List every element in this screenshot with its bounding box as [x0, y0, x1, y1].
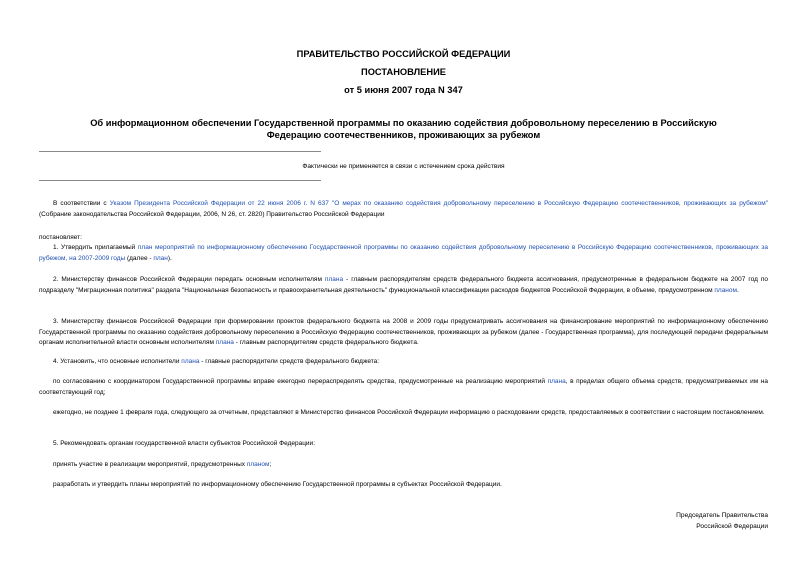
text: 1. Утвердить прилагаемый	[53, 244, 138, 251]
status-note: Фактически не применяется в связи с истечением срока действия	[302, 163, 505, 170]
link-presidential-decree[interactable]: Указом Президента Российской Федерации от 22 июня 2006 г. N 637 "О мерах по оказанию содействия добровольному переселению в Российскую Федерацию соотечественников, проживающих за рубежом"	[109, 200, 768, 207]
text: В соответствии с	[53, 200, 110, 207]
paragraph-item-4	[39, 357, 768, 368]
paragraph-preamble	[39, 199, 768, 220]
text: по согласованию с координатором Государственной программы вправе ежегодно перераспределять средства, предусмотренные на реализацию мероприятий	[53, 378, 548, 385]
text: - главным распорядителям средств федерального бюджета.	[233, 339, 419, 346]
text: 3. Министерству финансов Российской Федерации при формировании проектов федерального бюджета на 2008 и 2009 годы предусматривать ассигнования на финансирование мероприятий по информационному обеспечению Государственной программы по оказанию содействия добровольному переселению в Российскую Федерацию соотечественников, проживающих за рубежом (далее - Государственная программа), для последующей передачи федеральным органам исполнительной власти основным исполнителям	[39, 318, 768, 346]
link-plan[interactable]: план	[153, 254, 168, 262]
text: ;	[269, 461, 272, 468]
paragraph-item-1	[39, 243, 768, 264]
divider-top	[39, 151, 321, 152]
paragraph-item-4b: ежегодно, не позднее 1 февраля года, следующего за отчетным, представляют в Министерство финансов Российской Федерации информацию о расходовании средств, предоставляемых в соответствии с настоящим постановлением.	[53, 409, 765, 416]
text: принять участие в реализации мероприятий, предусмотренных	[53, 461, 247, 468]
document-title: Об информационном обеспечении Государственной программы по оказанию содействия добровольному переселению в Российскую Федерацию соотечественников, проживающих за рубежом	[90, 118, 717, 140]
link-plan[interactable]: плана	[215, 339, 234, 346]
divider-bottom	[39, 180, 321, 181]
text: ).	[167, 254, 172, 262]
signature-title: Председатель Правительства	[676, 512, 768, 519]
paragraph-item-2	[39, 275, 768, 296]
document-date-number: от 5 июня 2007 года N 347	[344, 85, 463, 95]
signature-organization: Российской Федерации	[696, 522, 768, 530]
text: - главным распорядителям средств федерального бюджета ассигнования, предусмотренные в федеральном бюджете на 2007 год по подразделу "Миграционная политика" раздела "Национальная безопасность и правоохранительная деятельность" функциональной классификации расходов бюджетов Российской Федерации, в объеме, предусмотренном	[39, 276, 769, 294]
link-plan[interactable]: планом	[714, 286, 737, 294]
signature-block	[676, 511, 768, 532]
text: - главные распорядители средств федерального бюджета:	[199, 358, 380, 365]
paragraph-item-5b: разработать и утвердить планы мероприятий по информационному обеспечению Государственной программы в субъектах Российской Федерации.	[53, 481, 502, 488]
paragraph-resolves: постановляет:	[39, 234, 82, 241]
text: , в пределах общего объема средств, предусматриваемых им на соответствующий год;	[39, 378, 769, 396]
text: (Собрание законодательства Российской Федерации, 2006, N 26, ст. 2820) Правительство Российской Федерации	[39, 210, 385, 218]
link-plan[interactable]: плана	[324, 276, 344, 283]
link-plan[interactable]: плана	[181, 358, 200, 365]
paragraph-item-5: 5. Рекомендовать органам государственной власти субъектов Российской Федерации:	[53, 440, 315, 447]
paragraph-item-3	[39, 317, 768, 349]
text: .	[736, 286, 739, 294]
document-type: ПОСТАНОВЛЕНИЕ	[361, 67, 446, 77]
link-plan[interactable]: планом	[246, 461, 270, 468]
text: 4. Установить, что основные исполнители	[53, 358, 182, 365]
link-plan[interactable]: плана	[547, 378, 566, 385]
paragraph-item-5a	[39, 460, 768, 471]
government-heading: ПРАВИТЕЛЬСТВО РОССИЙСКОЙ ФЕДЕРАЦИИ	[296, 49, 511, 59]
text: 2. Министерству финансов Российской Федерации передать основным исполнителям	[53, 276, 325, 283]
text: (далее -	[125, 254, 154, 262]
link-plan-full[interactable]: план мероприятий по информационному обеспечению Государственной программы по оказанию содействия добровольному переселению в Российскую Федерацию соотечественников, проживающих за рубежом, на 2007-2009 годы	[39, 244, 768, 262]
paragraph-item-4a	[39, 377, 768, 398]
